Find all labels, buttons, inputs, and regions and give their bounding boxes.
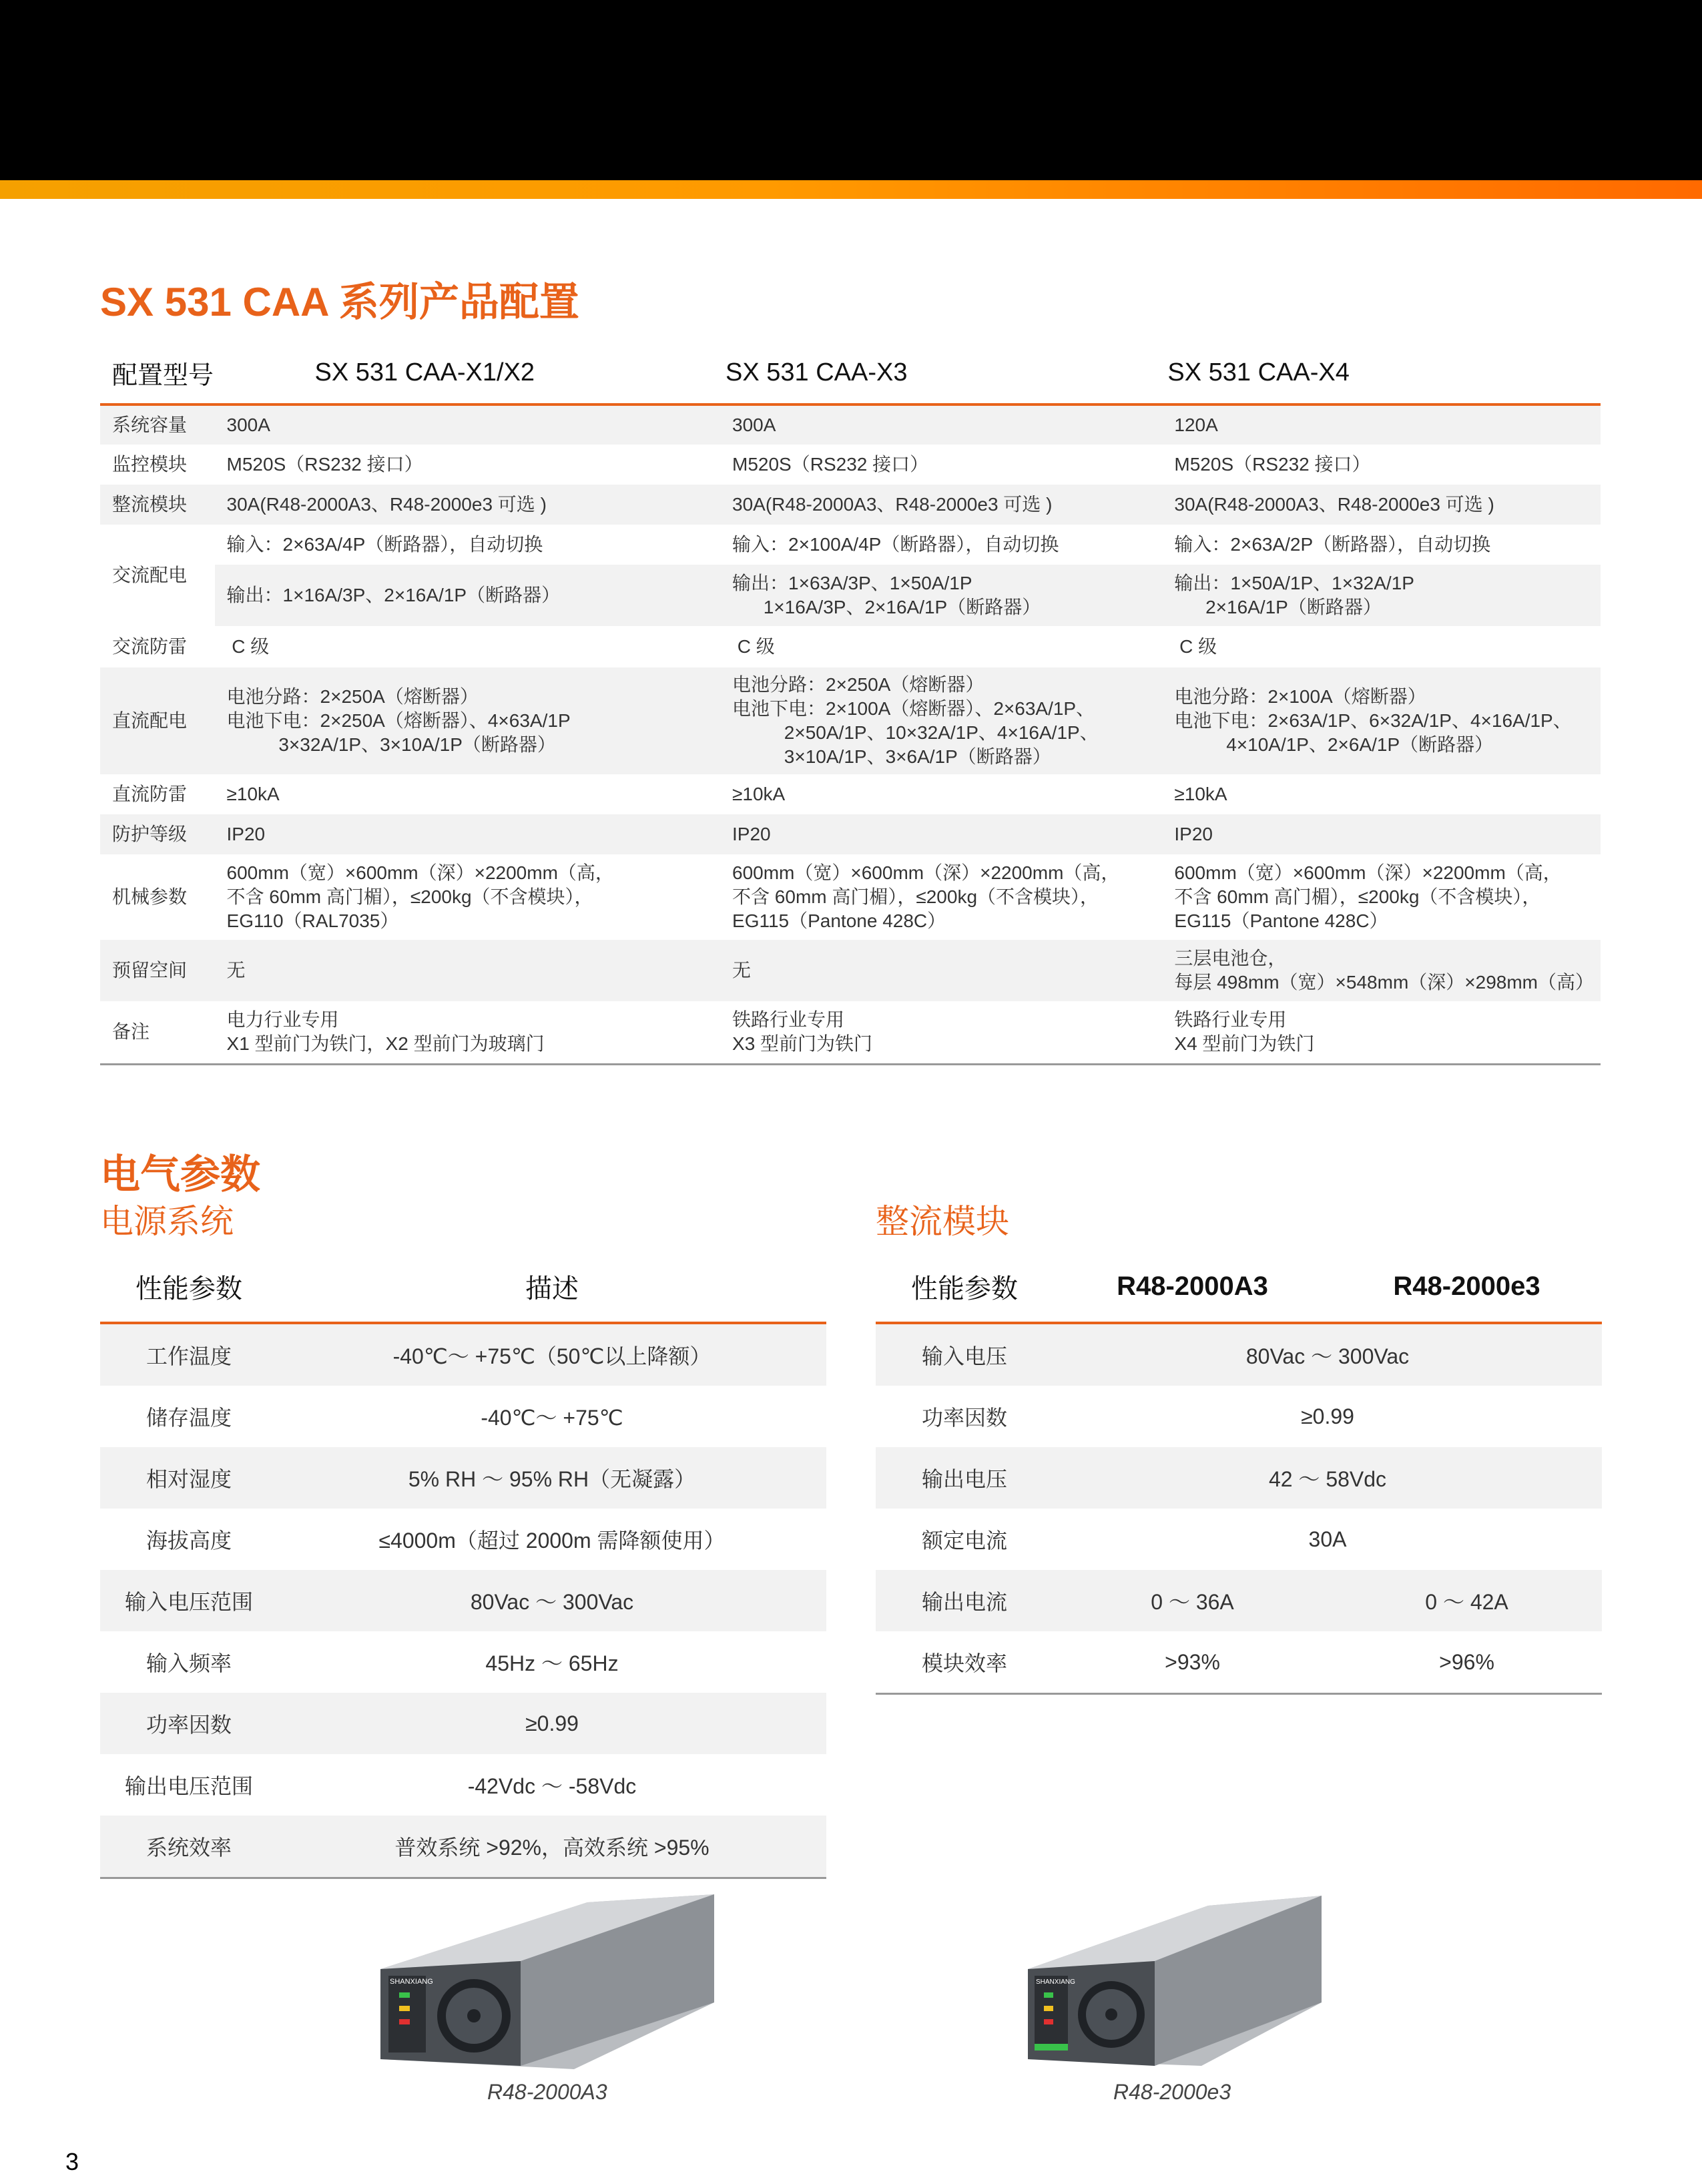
rectifier-header-param: 性能参数: [911, 1274, 1018, 1304]
power-row: [100, 1509, 826, 1570]
rectifier-param: 模块效率: [921, 1651, 1007, 1675]
config-header-row: [100, 342, 1601, 404]
config-header-x1x2: SX 531 CAA-X1/X2: [314, 358, 535, 386]
config-cell: 电池分路：2×100A（熔断器） 电池下电：2×63A/1P、6×32A/1P、4×16A/1P、 4×10A/1P、2×6A/1P（断路器）: [1162, 667, 1601, 774]
power-row: [100, 1447, 826, 1509]
config-cell: M520S（RS232 接口）: [1174, 454, 1371, 475]
power-param: 输入频率: [146, 1651, 232, 1675]
power-param: 工作温度: [100, 1323, 278, 1386]
rectifier-value: 30A: [1308, 1527, 1347, 1551]
config-cell: 输入：2×63A/2P（断路器），自动切换: [1174, 534, 1491, 555]
config-row: [100, 667, 1601, 774]
config-row: [100, 814, 1601, 854]
rectifier-value: 0 ～ 36A: [1053, 1570, 1332, 1631]
power-row: [100, 1693, 826, 1754]
power-param: 储存温度: [146, 1406, 232, 1430]
rectifier-value: 42 ～ 58Vdc: [1053, 1447, 1602, 1509]
product-image-r48-2000a3: [374, 1876, 721, 2076]
power-value: 45Hz ～ 65Hz: [485, 1651, 619, 1675]
header-accent-stripe: [0, 180, 1702, 199]
config-row: [100, 940, 1601, 1001]
config-row-label: 备注: [112, 1021, 150, 1043]
config-row: [100, 774, 1601, 814]
config-row: [100, 626, 1601, 667]
section-title-config: SX 531 CAA 系列产品配置: [100, 280, 579, 324]
config-row: [100, 1001, 1601, 1064]
power-param: 输入电压范围: [100, 1570, 278, 1631]
rectifier-title: 整流模块: [876, 1203, 1009, 1240]
power-value: ≤4000m（超过 2000m 需降额使用）: [378, 1529, 726, 1553]
config-row-label: 整流模块: [100, 485, 215, 525]
section-title-electrical: 电气参数: [100, 1152, 260, 1197]
rectifier-param: 额定电流: [921, 1529, 1007, 1553]
config-row: [100, 445, 1601, 485]
product-logo-text: SHANXIANG: [1036, 1978, 1075, 1986]
config-header-label: 配置型号: [112, 361, 214, 390]
config-row: [100, 404, 1601, 445]
config-cell: 输入：2×63A/4P（断路器），自动切换: [226, 534, 543, 555]
config-cell: 600mm（宽）×600mm（深）×2200mm（高， 不含 60mm 高门楣），≤200kg（不含模块）， EG115（Pantone 428C）: [732, 862, 1120, 931]
config-cell: M520S（RS232 接口）: [226, 454, 423, 475]
power-value: 80Vac ～ 300Vac: [278, 1570, 826, 1631]
config-cell: 30A(R48-2000A3、R48-2000e3 可选 ): [215, 485, 720, 525]
config-row-label: 交流防雷: [112, 636, 188, 657]
rectifier-row: [876, 1386, 1602, 1447]
rectifier-value: >96%: [1439, 1649, 1494, 1674]
rectifier-header-a3: R48-2000A3: [1117, 1271, 1268, 1301]
power-param: 海拔高度: [146, 1529, 232, 1553]
rectifier-value: 80Vac ～ 300Vac: [1053, 1323, 1602, 1386]
config-cell: 30A(R48-2000A3、R48-2000e3 可选 ): [1162, 485, 1601, 525]
power-value: ≥0.99: [278, 1693, 826, 1754]
config-cell: C 级: [732, 636, 775, 657]
rectifier-header-row: [876, 1251, 1602, 1323]
product-caption-r48-2000e3: R48-2000e3: [1113, 2080, 1231, 2104]
config-cell: 30A(R48-2000A3、R48-2000e3 可选 ): [720, 485, 1162, 525]
config-row-label: 防护等级: [100, 814, 215, 854]
config-row-label: 监控模块: [112, 454, 188, 475]
config-cell: 无: [720, 940, 1162, 1001]
config-cell: 铁路行业专用 X4 型前门为铁门: [1174, 1009, 1315, 1055]
config-table: [100, 342, 1601, 1065]
rectifier-param: 输出电流: [876, 1570, 1053, 1631]
config-cell: 输出：1×50A/1P、1×32A/1P 2×16A/1P（断路器）: [1162, 565, 1601, 626]
config-row-label: 直流防雷: [112, 784, 188, 804]
rectifier-row: [876, 1447, 1602, 1509]
product-caption-r48-2000a3: R48-2000A3: [487, 2080, 607, 2104]
power-system-title: 电源系统: [100, 1203, 234, 1240]
config-cell: 电力行业专用 X1 型前门为铁门，X2 型前门为玻璃门: [226, 1009, 545, 1055]
config-header-x4: SX 531 CAA-X4: [1167, 358, 1350, 386]
power-row: [100, 1386, 826, 1447]
rectifier-value: ≥0.99: [1301, 1404, 1354, 1428]
config-cell: 铁路行业专用 X3 型前门为铁门: [732, 1009, 873, 1055]
product-image-r48-2000e3: [1021, 1876, 1328, 2076]
power-param: 系统效率: [100, 1816, 278, 1878]
product-logo-text: SHANXIANG: [390, 1978, 433, 1986]
rectifier-row: [876, 1570, 1602, 1631]
config-row-label: 机械参数: [112, 886, 188, 907]
config-row-label: 预留空间: [100, 940, 215, 1001]
power-row: [100, 1631, 826, 1693]
power-row: [100, 1816, 826, 1878]
config-cell: IP20: [1162, 814, 1601, 854]
config-cell: 电池分路：2×250A（熔断器） 电池下电：2×250A（熔断器）、4×63A/1P 3×32A/1P、3×10A/1P（断路器）: [215, 667, 720, 774]
rectifier-param: 功率因数: [921, 1406, 1007, 1430]
rectifier-row: [876, 1323, 1602, 1386]
config-cell: 输入：2×100A/4P（断路器），自动切换: [732, 534, 1059, 555]
config-cell: IP20: [720, 814, 1162, 854]
rectifier-param: 输出电压: [876, 1447, 1053, 1509]
config-row: [100, 565, 1601, 626]
power-header-row: [100, 1251, 826, 1323]
rectifier-row: [876, 1509, 1602, 1570]
config-cell: IP20: [215, 814, 720, 854]
config-header-x3: SX 531 CAA-X3: [726, 358, 908, 386]
config-row-label: 系统容量: [100, 404, 215, 445]
rectifier-table: [876, 1251, 1602, 1695]
config-cell: 120A: [1162, 404, 1601, 445]
config-row: [100, 854, 1601, 940]
rectifier-value: >93%: [1165, 1649, 1220, 1674]
config-row: [100, 485, 1601, 525]
config-cell: 输出：1×63A/3P、1×50A/1P 1×16A/3P、2×16A/1P（断路器）: [720, 565, 1162, 626]
config-cell: ≥10kA: [226, 784, 280, 804]
config-cell: 300A: [720, 404, 1162, 445]
power-value: -42Vdc ～ -58Vdc: [467, 1774, 637, 1798]
config-cell: 电池分路：2×250A（熔断器） 电池下电：2×100A（熔断器）、2×63A/1P、 2×50A/1P、10×32A/1P、4×16A/1P、 3×10A/1P、3×6A/1P（断路器）: [720, 667, 1162, 774]
config-cell: 三层电池仓， 每层 498mm（宽）×548mm（深）×298mm（高）: [1162, 940, 1601, 1001]
power-param: 输出电压范围: [124, 1774, 253, 1798]
config-row-label: 交流配电: [112, 565, 188, 585]
config-cell: C 级: [1174, 636, 1217, 657]
power-row: [100, 1570, 826, 1631]
power-row: [100, 1323, 826, 1386]
power-header-desc: 描述: [525, 1274, 579, 1304]
page-number: 3: [65, 2148, 79, 2175]
power-param: 功率因数: [100, 1693, 278, 1754]
config-cell: ≥10kA: [1174, 784, 1227, 804]
config-cell: 无: [215, 940, 720, 1001]
config-row-label: 直流配电: [100, 667, 215, 774]
power-param: 相对湿度: [100, 1447, 278, 1509]
power-system-table: [100, 1251, 826, 1879]
config-cell: M520S（RS232 接口）: [732, 454, 929, 475]
config-row: [100, 525, 1601, 565]
rectifier-param: 输入电压: [876, 1323, 1053, 1386]
power-value: -40℃～ +75℃: [481, 1406, 623, 1430]
config-cell: ≥10kA: [732, 784, 786, 804]
power-value: 5% RH ～ 95% RH（无凝露）: [278, 1447, 826, 1509]
power-header-param: 性能参数: [135, 1274, 242, 1304]
config-cell: C 级: [226, 636, 270, 657]
rectifier-header-e3: R48-2000e3: [1393, 1271, 1540, 1301]
rectifier-value: 0 ～ 42A: [1332, 1570, 1602, 1631]
config-cell: 300A: [215, 404, 720, 445]
config-cell: 600mm（宽）×600mm（深）×2200mm（高， 不含 60mm 高门楣），≤200kg（不含模块）， EG115（Pantone 428C）: [1174, 862, 1562, 931]
power-row: [100, 1754, 826, 1816]
rectifier-row: [876, 1631, 1602, 1694]
header-black-band: [0, 0, 1702, 180]
power-value: 普效系统 >92%，高效系统 >95%: [278, 1816, 826, 1878]
config-cell: 输出：1×16A/3P、2×16A/1P（断路器）: [215, 565, 720, 626]
power-value: -40℃～ +75℃（50℃以上降额）: [278, 1323, 826, 1386]
config-cell: 600mm（宽）×600mm（深）×2200mm（高， 不含 60mm 高门楣），≤200kg（不含模块）， EG110（RAL7035）: [226, 862, 614, 931]
